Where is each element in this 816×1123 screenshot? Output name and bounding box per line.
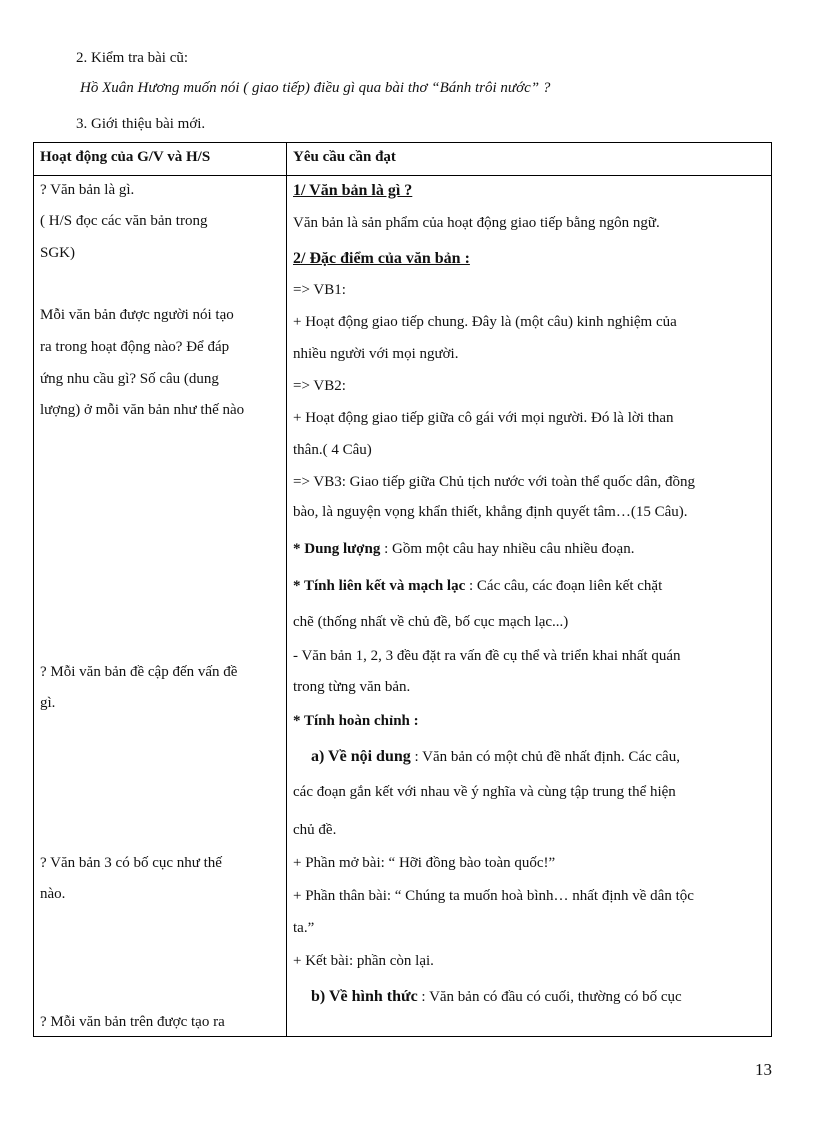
content-line [311, 746, 680, 768]
left-line: Mỗi văn bản được người nói tạo [40, 307, 234, 323]
capacity-label: * Dung lượng [293, 541, 381, 557]
cohesion-text: : Các câu, các đoạn liên kết chặt [469, 578, 663, 594]
section-2-title [293, 248, 470, 269]
right-line: bào, là nguyện vọng khẩn thiết, khẳng định quyết tâm…(15 Câu). [293, 504, 688, 520]
right-line: nhiều người với mọi người. [293, 346, 459, 362]
left-line: ( H/S đọc các văn bản trong [40, 213, 208, 229]
new-lesson-heading: 3. Giới thiệu bài mới. [76, 116, 206, 132]
table-body-row [34, 176, 772, 1037]
right-line: trong từng văn bản. [293, 679, 411, 695]
capacity-line [293, 539, 634, 560]
form-line [311, 986, 682, 1008]
left-line: SGK) [40, 245, 76, 261]
lesson-table [33, 142, 772, 1037]
form-label: b) Về hình thức [311, 988, 418, 1005]
right-line: thân.( 4 Câu) [293, 442, 372, 458]
right-line: chủ đề. [293, 822, 337, 838]
page-number: 13 [755, 1060, 772, 1079]
left-line: ? Mỗi văn bản trên được tạo ra [40, 1014, 225, 1030]
requirements-cell [287, 176, 772, 1037]
right-line: Văn bản là sản phẩm của hoạt động giao tiếp bằng ngôn ngữ. [293, 215, 660, 231]
exam-question: Hồ Xuân Hương muốn nói ( giao tiếp) điều gì qua bài thơ “Bánh trôi nước” ? [80, 80, 551, 96]
right-line: - Văn bản 1, 2, 3 đều đặt ra vấn đề cụ thể và triển khai nhất quán [293, 648, 681, 664]
right-line: + Hoạt động giao tiếp chung. Đây là (một câu) kinh nghiệm của [293, 314, 677, 330]
cohesion-line [293, 576, 662, 597]
right-line: ta.” [293, 920, 315, 936]
header-requirements: Yêu cầu cần đạt [287, 143, 772, 176]
right-line: các đoạn gắn kết với nhau về ý nghĩa và cùng tập trung thể hiện [293, 784, 676, 800]
right-line: => VB3: Giao tiếp giữa Chủ tịch nước với toàn thể quốc dân, đồng [293, 474, 696, 490]
exam-heading: 2. Kiểm tra bài cũ: [76, 50, 189, 66]
right-line: chẽ (thống nhất về chủ đề, bố cục mạch lạc...) [293, 614, 569, 630]
content-label: a) Về nội dung [311, 748, 411, 765]
left-line: ? Văn bản 3 có bố cục như thế [40, 855, 222, 871]
right-line: + Phần mở bài: “ Hỡi đồng bào toàn quốc!” [293, 855, 556, 871]
section-1-title: 1/ Văn bản là gì ? [293, 182, 413, 199]
left-line: ra trong hoạt động nào? Để đáp [40, 339, 230, 355]
right-line: => VB1: [293, 282, 346, 298]
left-line: ? Văn bản là gì. [40, 182, 135, 198]
capacity-text: : Gồm một câu hay nhiều câu nhiều đoạn. [384, 541, 635, 557]
left-line: ứng nhu cầu gì? Số câu (dung [40, 371, 219, 387]
left-line: gì. [40, 695, 56, 711]
table-header-row [34, 143, 772, 176]
right-line: + Hoạt động giao tiếp giữa cô gái với mọi người. Đó là lời than [293, 410, 674, 426]
cohesion-label: * Tính liên kết và mạch lạc [293, 578, 466, 594]
form-text: : Văn bản có đầu có cuối, thường có bố cục [421, 989, 682, 1005]
header-activities: Hoạt động của G/V và H/S [34, 143, 287, 176]
right-line: + Phần thân bài: “ Chúng ta muốn hoà bình… nhất định về dân tộc [293, 888, 694, 904]
activities-cell [34, 176, 287, 1037]
left-line: lượng) ở mỗi văn bản như thế nào [40, 402, 245, 418]
right-line: + Kết bài: phần còn lại. [293, 953, 434, 969]
left-line: nào. [40, 886, 66, 902]
left-line: ? Mỗi văn bản đề cập đến vấn đề [40, 664, 238, 680]
content-text: : Văn bản có một chủ đề nhất định. Các câu, [414, 749, 680, 765]
right-line: => VB2: [293, 378, 346, 394]
section-2-title-text: 2/ Đặc điểm của văn bản : [293, 250, 470, 267]
completeness-title: * Tính hoàn chỉnh : [293, 713, 419, 729]
